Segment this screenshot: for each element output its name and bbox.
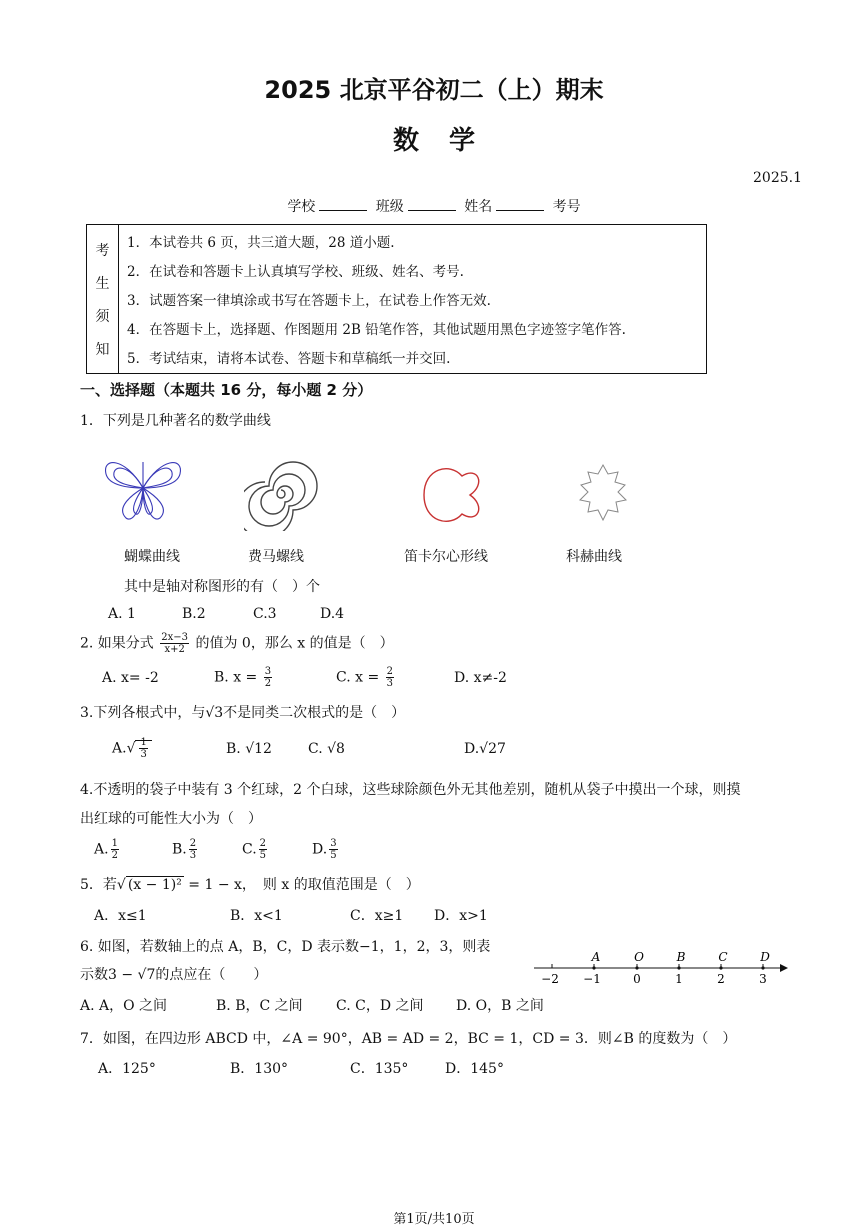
notice-items [127,229,626,374]
koch-curve-figure [568,462,638,532]
caption-cardioid: 笛卡尔心形线 [404,549,488,565]
q5-option-b: B．x<1 [230,908,283,924]
exam-date: 2025.1 [753,170,802,186]
q6-option-a: A. A，O 之间 [80,998,168,1014]
q7-option-b: B．130° [230,1061,289,1077]
q4-option-c: C. $\frac{2}{5}$ [242,838,267,861]
q2-option-b: B. x = $\frac{3}{2}$ [214,666,272,689]
q1-option-d: D.4 [320,606,345,622]
q6-option-d: D. O，B 之间 [456,998,544,1014]
class-label: 班级 [375,199,404,215]
name-blank [496,198,544,211]
notice-item: 5．考试结束，请将本试卷、答题卡和草稿纸一并交回. [127,351,451,367]
label-o: O [634,950,644,964]
q1-option-b: B.2 [182,606,206,622]
label-b: B [676,950,686,964]
notice-item: 2．在试卷和答题卡上认真填写学校、班级、姓名、考号. [127,264,464,280]
axis-arrow [780,964,788,972]
q3-option-c: C. √8 [308,741,345,757]
q4-line1: 4.不透明的袋子中装有 3 个红球，2 个白球，这些球除颜色外无其他差别，随机从袋子中摸出一个球，则摸 [80,782,741,798]
q2-fraction: $\frac{2x-3}{x+2}$ [161,632,189,655]
tick-label: 1 [675,972,683,986]
label-a: A [591,950,601,964]
q5-option-d: D．x>1 [434,908,488,924]
q3-option-a: A.√ $\frac{1}{3}$ [112,737,152,760]
tick-label: −2 [541,972,559,986]
q1-ask: 其中是轴对称图形的有（ ）个 [124,579,320,595]
notice-item: 1．本试卷共 6 页，共三道大题，28 道小题. [127,235,395,251]
label-c: C [718,950,728,964]
q5-option-c: C．x≥1 [350,908,404,924]
point-d [761,966,764,969]
caption-butterfly: 蝴蝶曲线 [124,549,180,565]
q7-stem: 7．如图，在四边形 ABCD 中，∠A = 90°，AB = AD = 2，BC = 1，CD = 3．则∠B 的度数为（ ） [80,1031,737,1047]
butterfly-curve-figure [100,452,186,524]
student-info-line [0,196,868,216]
tick-label: 2 [717,972,725,986]
notice-item: 3．试题答案一律填涂或书写在答题卡上，在试卷上作答无效. [127,293,491,309]
q7-option-c: C．135° [350,1061,409,1077]
point-a [592,966,595,969]
name-label: 姓名 [464,199,493,215]
fermat-spiral-figure [244,457,318,531]
notice-item: 4．在答题卡上，选择题、作图题用 2B 铅笔作答，其他试题用黑色字迹签字笔作答. [127,322,626,338]
number-line-figure [530,948,792,988]
q1-stem: 1．下列是几种著名的数学曲线 [80,413,271,429]
caption-koch: 科赫曲线 [566,549,622,565]
q3-option-b: B. √12 [226,741,272,757]
exam-notice-box [86,224,707,374]
q1-option-a: A. 1 [108,606,136,622]
q2-option-c: C. x = $\frac{2}{3}$ [336,666,394,689]
school-label: 学校 [287,199,316,215]
point-c [719,966,722,969]
tick-label: 0 [633,972,641,986]
q6-line2: 示数3 − √7的点应在（ ） [80,967,268,983]
page-footer: 第1页/共10页 [393,1212,475,1227]
q2-option-d: D. x≠-2 [454,670,507,686]
q6-line1: 6. 如图，若数轴上的点 A，B，C，D 表示数−1，1，2，3，则表 [80,939,491,955]
q6-option-b: B. B，C 之间 [216,998,303,1014]
class-blank [408,198,456,211]
tick-label: −1 [583,972,601,986]
q3-stem: 3.下列各根式中，与√3不是同类二次根式的是（ ） [80,705,406,721]
q2-stem: 2. 如果分式 $\frac{2x-3}{x+2}$ 的值为 0，那么 x 的值是（ ） [80,632,394,655]
q5-option-a: A．x≤1 [94,908,147,924]
label-d: D [760,950,770,964]
q3-option-d: D.√27 [464,741,506,757]
notice-side-label: 考 生 须 知 [87,225,119,373]
caption-fermat: 费马螺线 [248,549,304,565]
q1-option-c: C.3 [253,606,277,622]
q6-option-c: C. C，D 之间 [336,998,424,1014]
q7-option-a: A．125° [98,1061,156,1077]
tick-label: 3 [759,972,767,986]
point-b [677,966,680,969]
q2-option-a: A. x= -2 [102,670,159,686]
q4-line2: 出红球的可能性大小为（ ） [80,811,262,827]
q7-option-d: D．145° [445,1061,504,1077]
q5-stem: 5．若√ (x − 1)² = 1 − x， 则 x 的取值范围是（ ） [80,877,420,893]
page-title: 2025 北京平谷初二（上）期末 [264,76,604,104]
point-o [635,966,638,969]
id-label: 考号 [552,199,581,215]
q4-option-a: A. $\frac{1}{2}$ [94,838,118,861]
q4-option-b: B. $\frac{2}{3}$ [172,838,197,861]
section-heading: 一、选择题（本题共 16 分，每小题 2 分） [80,381,373,399]
q4-option-d: D. $\frac{3}{5}$ [312,838,337,861]
school-blank [319,198,367,211]
subject-title: 数学 [392,126,505,156]
cardioid-figure [420,462,486,528]
